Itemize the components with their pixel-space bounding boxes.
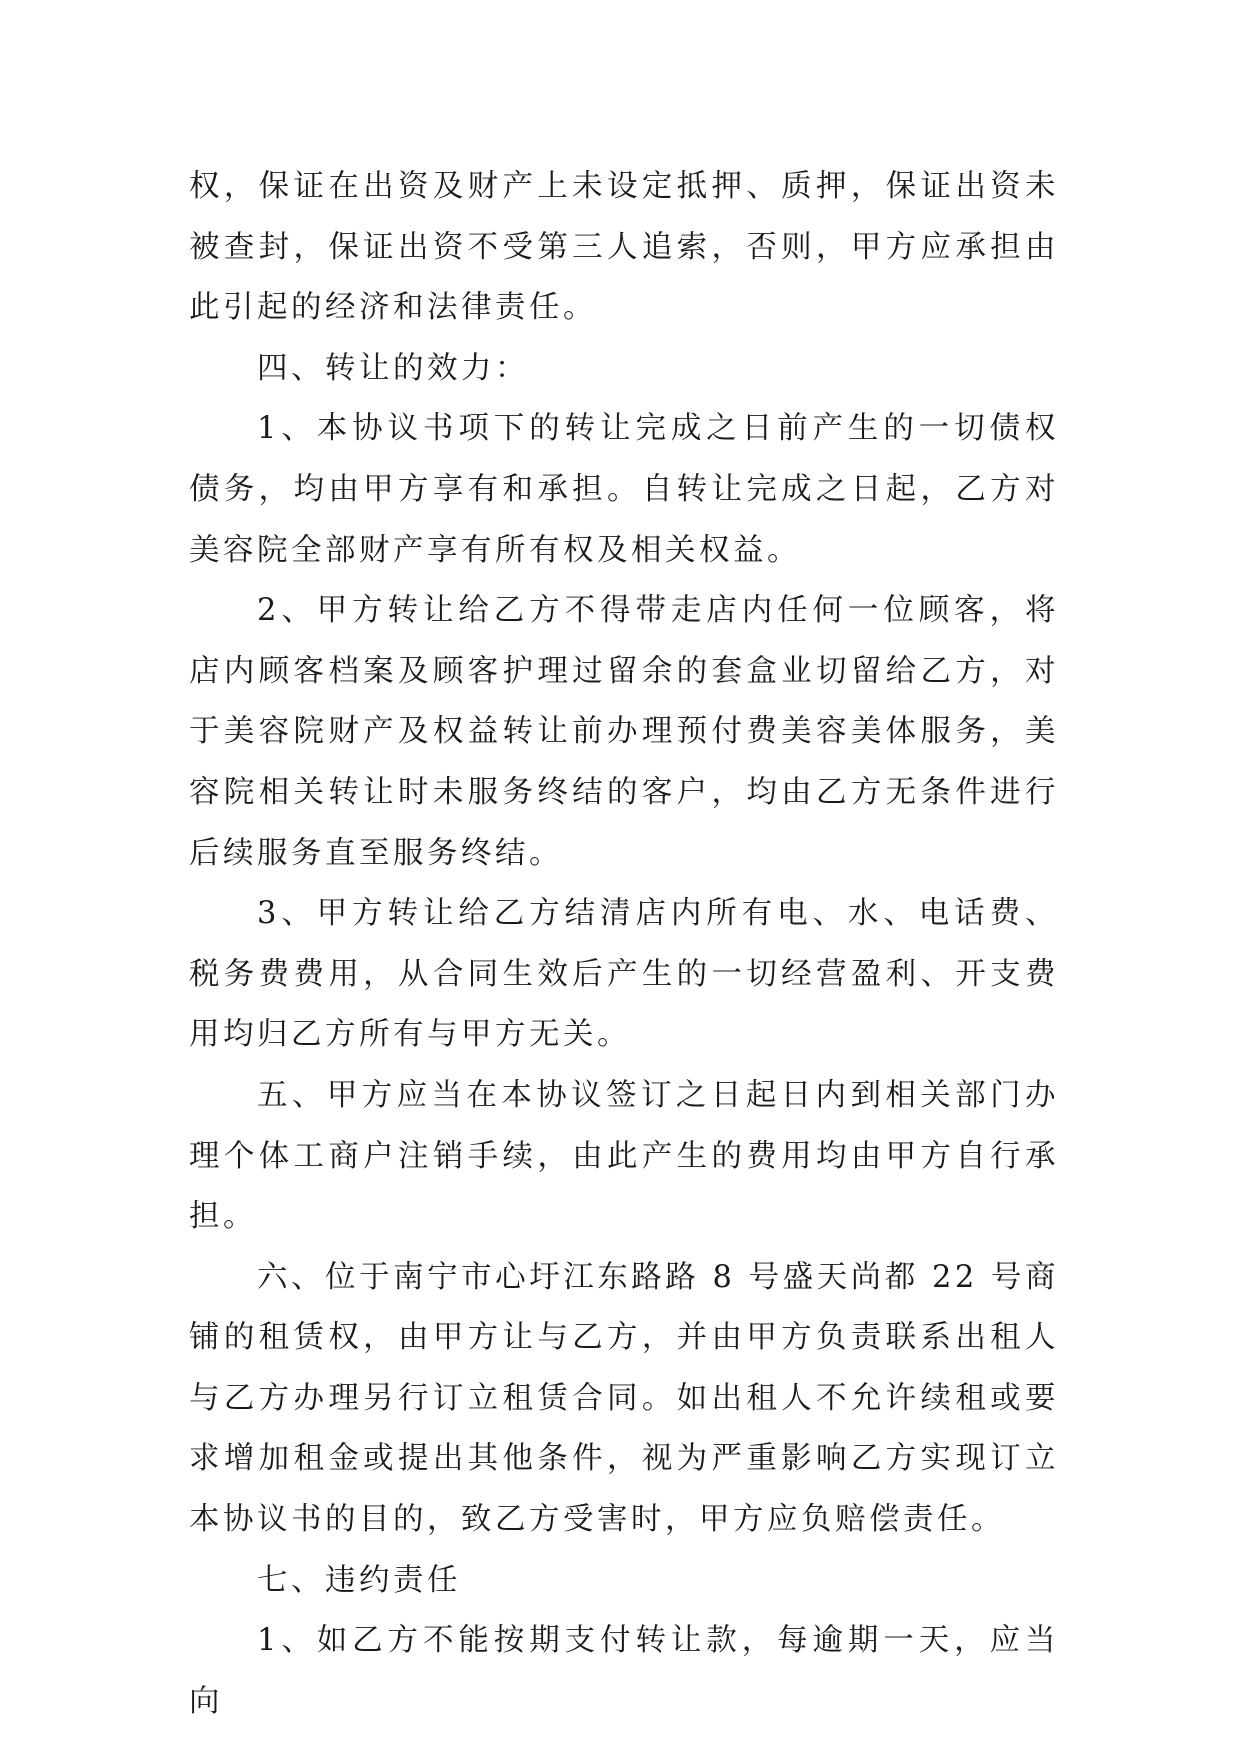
clause-7-1: 1、如乙方不能按期支付转让款，每逾期一天，应当向 bbox=[189, 1623, 1059, 1719]
section-6-lease: 六、位于南宁市心圩江东路路 8 号盛天尚都 22 号商铺的租赁权，由甲方让与乙方，并由甲方负责联系出租人与乙方办理另行订立租赁合同。如出租人不允许续租或要求增加租金或提出其他条件，视为严重影响乙方实现订立本协议书的目的，致乙方受害时，甲方应负赔偿责任。 bbox=[189, 1259, 1059, 1538]
document-body bbox=[189, 157, 1059, 1732]
section-heading-breach-liability: 七、违约责任 bbox=[257, 1562, 461, 1598]
section-heading-transfer-effect: 四、转让的效力： bbox=[257, 350, 529, 386]
clause-4-2: 2、甲方转让给乙方不得带走店内任何一位顾客，将店内顾客档案及顾客护理过留余的套盒业切留给乙方，对于美容院财产及权益转让前办理预付费美容美体服务，美容院相关转让时未服务终结的客户，均由乙方无条件进行后续服务直至服务终结。 bbox=[189, 593, 1059, 871]
section-5-deregistration: 五、甲方应当在本协议签订之日起日内到相关部门办理个体工商户注销手续，由此产生的费用均由甲方自行承担。 bbox=[189, 1077, 1059, 1235]
clause-4-1: 1、本协议书项下的转让完成之日前产生的一切债权债务，均由甲方享有和承担。自转让完成之日起，乙方对美容院全部财产享有所有权及相关权益。 bbox=[189, 411, 1059, 568]
clause-4-3: 3、甲方转让给乙方结清店内所有电、水、电话费、税务费费用，从合同生效后产生的一切经营盈利、开支费用均归乙方所有与甲方无关。 bbox=[189, 896, 1059, 1053]
paragraph-guarantee-continued: 权，保证在出资及财产上未设定抵押、质押，保证出资未被查封，保证出资不受第三人追索，否则，甲方应承担由此引起的经济和法律责任。 bbox=[189, 169, 1059, 326]
